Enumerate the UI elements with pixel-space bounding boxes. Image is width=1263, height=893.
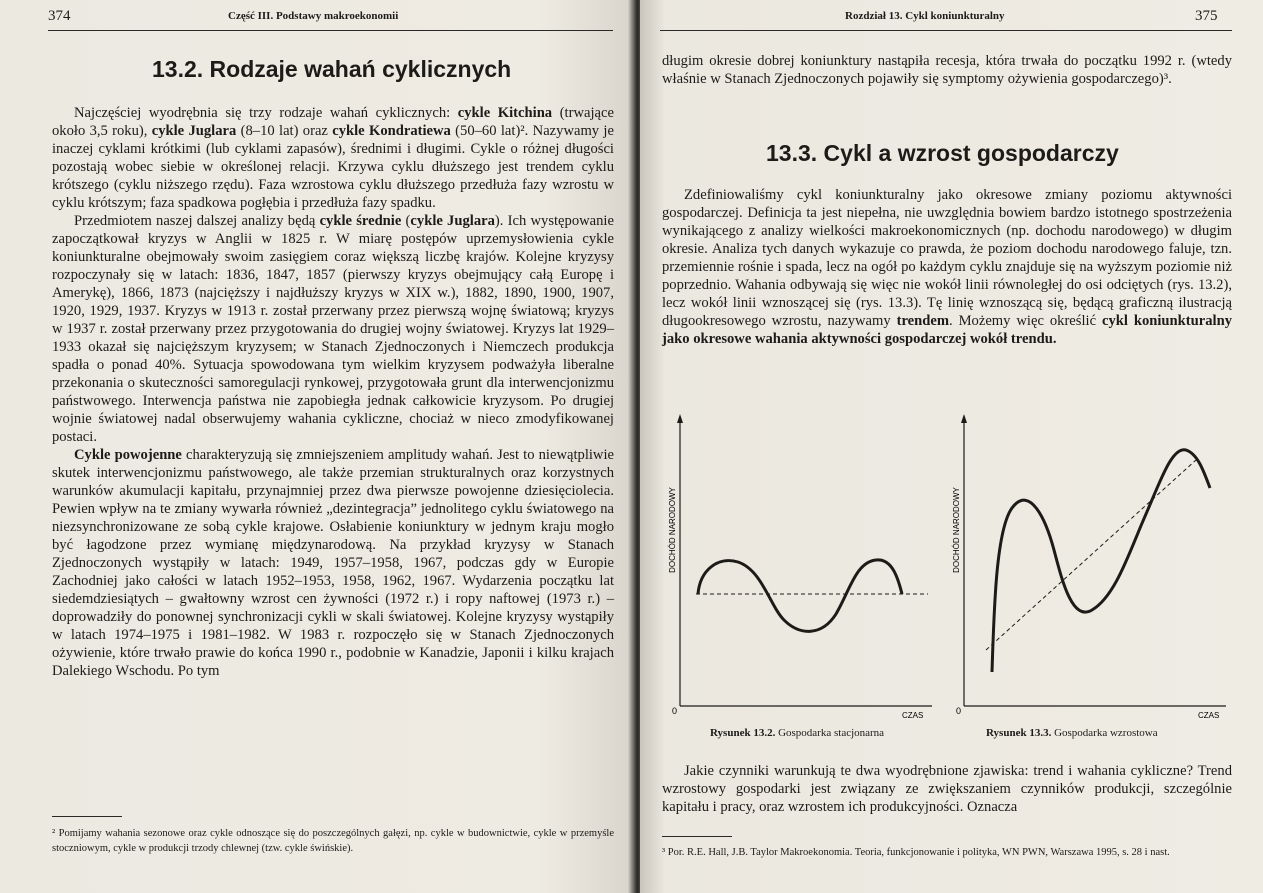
figure-caption bbox=[986, 727, 1158, 739]
body-text bbox=[662, 762, 1232, 816]
paragraph: Cykle powojenne charakteryzują się zmniejszeniem amplitudy wahań. Jest to niewątpliwie skutek interwencjonizmu państwowego, ale także przemian strukturalnych oraz korzystnych warunków akumulacji kapitału, przynajmniej przez dwa pierwsze powojenne dziesięciolecia. Pewien wpływ na te zmiany wywarła również „dezintegracja” jednolitego cyklu światowego na niezsynchronizowane ze sobą cykle krajowe. Osłabienie koniunktury w jednym kraju mogło być łagodzone przez wymianę międzynarodową. Na przykład kryzysy w Stanach Zjednoczonych wystąpiły w latach: 1949, 1957–1958, 1967, podczas gdy w Europie Zachodniej jako całości w latach 1952–1953, 1958, 1962, 1967. Wydarzenia początku lat siedemdziesiątych – gwałtowny wzrost cen żywności (1972 r.) i ropy naftowej (1973 r.) – doprowadziły do ponownej synchronizacji cykli w skali światowej. Kolejne kryzysy wystąpiły w latach 1974–1975 i 1981–1982. W 1983 r. rozpoczęło się w Stanach Zjednoczonych ożywienie, które trwało prawie do końca 1990 r., podobnie w Kanadzie, Japonii i kilku krajach Dalekiego Wschodu. Po tym bbox=[52, 447, 614, 679]
running-head: Część III. Podstawy makroekonomii bbox=[228, 10, 399, 22]
x-axis-label: CZAS bbox=[1198, 711, 1220, 720]
page-number: 375 bbox=[1195, 8, 1218, 24]
y-axis-arrow bbox=[677, 414, 683, 423]
paragraph: Jakie czynniki warunkują te dwa wyodrębnione zjawiska: trend i wahania cykliczne? Trend wzrostowy gospodarki jest związany ze zwiększaniem czynników produkcji, szczególnie kapitału i pracy, oraz wzrostem ich produkcyjności. Oznacza bbox=[662, 763, 1232, 815]
origin-label: 0 bbox=[956, 706, 962, 716]
paragraph: Przedmiotem naszej dalszej analizy będą cykle średnie (cykle Juglara). Ich występowanie zapoczątkował kryzys w Anglii w 1825 r. W miarę postępów uprzemysłowienia cykle koniunkturalne obejmowały swoim zasięgiem coraz większą liczbę krajów. Kolejne kryzysy rozpoczynały się w latach: 1836, 1847, 1857 (pierwszy kryzys obejmujący całą Europę i Amerykę), 1866, 1873 (najcięższy i najdłuższy kryzys w XIX w.), 1882, 1890, 1900, 1907, 1920, 1929, 1937. Kryzys w 1913 r. został przerwany przez pierwszą wojnę światową; kryzys w 1937 r. został przerwany przez przygotowania do drugiej wojny światowej. Kryzys lat 1929–1933 okazał się najcięższym kryzysem; w Stanach Zjednoczonych i Niemczech produkcja spadła o ponad 40%. Sytuacja spowodowana tym wielkim kryzysem podważyła liberalne przekonania o skuteczności samoregulacji rynkowej, przygotowała grunt dla interwencjonizmu państwowego. Interwencja państwa nie zapobiegła jednak całkowicie kryzysom. Po drugiej wojnie światowej nadal obserwujemy wahania cykliczne, chociaż w nieco zmodyfikowanej postaci. bbox=[52, 213, 614, 445]
footnote: ² Pomijamy wahania sezonowe oraz cykle odnoszące się do poszczególnych gałęzi, np. cykle w budownictwie, cykle w przemyśle stoczniowym, cykle w produkcji trzody chlewnej (tzw. cykle świńskie). bbox=[52, 828, 614, 854]
caption-text: Gospodarka wzrostowa bbox=[1054, 727, 1158, 739]
section-title: 13.3. Cykl a wzrost gospodarczy bbox=[766, 140, 1119, 166]
y-axis-arrow bbox=[961, 414, 967, 423]
paragraph: Zdefiniowaliśmy cykl koniunkturalny jako okresowe zmiany poziomu aktywności gospodarczej. Definicja ta jest niepełna, nie uwzględnia bowiem bardzo istotnego spostrzeżenia wynikającego z analizy wielkości makroekonomicznych (np. dochodu narodowego) w długim okresie. Analiza tych danych wykazuje co prawda, że poziom dochodu narodowego faluje, tzn. przemiennie rośnie i spada, lecz na ogół po każdym cyklu znajduje się na wyższym poziomie niż poprzednio. Wahania odbywają się więc nie wokół linii równoległej do osi odciętych (rys. 13.2), lecz wokół linii wznoszącej się (rys. 13.3). Tę linię wznoszącą się, będącą graficzną ilustracją długookresowego wzrostu, nazywamy trendem. Możemy więc określić cykl koniunkturalny jako okresowe wahania aktywności gospodarczej wokół trendu. bbox=[662, 187, 1232, 347]
page-number: 374 bbox=[48, 8, 71, 24]
caption-number: Rysunek 13.3. bbox=[986, 727, 1052, 739]
running-head: Rozdział 13. Cykl koniunkturalny bbox=[845, 10, 1005, 22]
figure-caption bbox=[710, 727, 884, 739]
header-rule bbox=[660, 30, 1232, 31]
origin-label: 0 bbox=[672, 706, 678, 716]
cycle-curve bbox=[698, 560, 902, 631]
caption-number: Rysunek 13.2. bbox=[710, 727, 776, 739]
paragraph: Najczęściej wyodrębnia się trzy rodzaje wahań cyklicznych: cykle Kitchina (trwające około 3,5 roku), cykle Juglara (8–10 lat) oraz cykle Kondratiewa (50–60 lat)². Nazywamy je inaczej cyklami krótkimi (lub cyklami zapasów), średnimi i długimi. Cykle o różnej długości pozostają wobec siebie w określonej relacji. Krzywa cyklu dłuższego jest trendem cyklu krótszego (cyklu niższego rzędu). Faza wzrostowa cyklu dłuższego przedłuża fazy wzrostu w cyklu krótszym; faza spadkowa pogłębia i przedłuża fazy spadku. bbox=[52, 105, 614, 211]
cycle-curve bbox=[992, 450, 1210, 672]
continuation-text bbox=[662, 52, 1232, 88]
figure-13-2-plot bbox=[666, 410, 936, 720]
figure-stationary-economy bbox=[666, 410, 936, 720]
section-title: 13.2. Rodzaje wahań cyklicznych bbox=[152, 56, 512, 82]
footnote-rule bbox=[52, 816, 122, 817]
right-page bbox=[640, 0, 1263, 893]
paragraph: długim okresie dobrej koniunktury nastąpiła recesja, która trwała do początku 1992 r. (wtedy właśnie w Stanach Zjednoczonych pojawiły się symptomy ożywienia gospodarczego)³. bbox=[662, 53, 1232, 87]
figure-13-3-plot bbox=[950, 410, 1230, 720]
y-axis-label: DOCHÓD NARODOWY bbox=[952, 487, 961, 573]
header-rule bbox=[48, 30, 613, 31]
caption-text: Gospodarka stacjonarna bbox=[778, 727, 885, 739]
figure-growth-economy bbox=[950, 410, 1230, 720]
footnote: ³ Por. R.E. Hall, J.B. Taylor Makroekonomia. Teoria, funkcjonowanie i polityka, WN PWN, Warszawa 1995, s. 28 i nast. bbox=[662, 847, 1170, 858]
x-axis-label: CZAS bbox=[902, 711, 924, 720]
footnote-rule bbox=[662, 836, 732, 837]
body-text bbox=[662, 186, 1232, 348]
y-axis-label: DOCHÓD NARODOWY bbox=[668, 487, 677, 573]
body-text bbox=[52, 104, 614, 680]
trend-line bbox=[986, 460, 1196, 650]
